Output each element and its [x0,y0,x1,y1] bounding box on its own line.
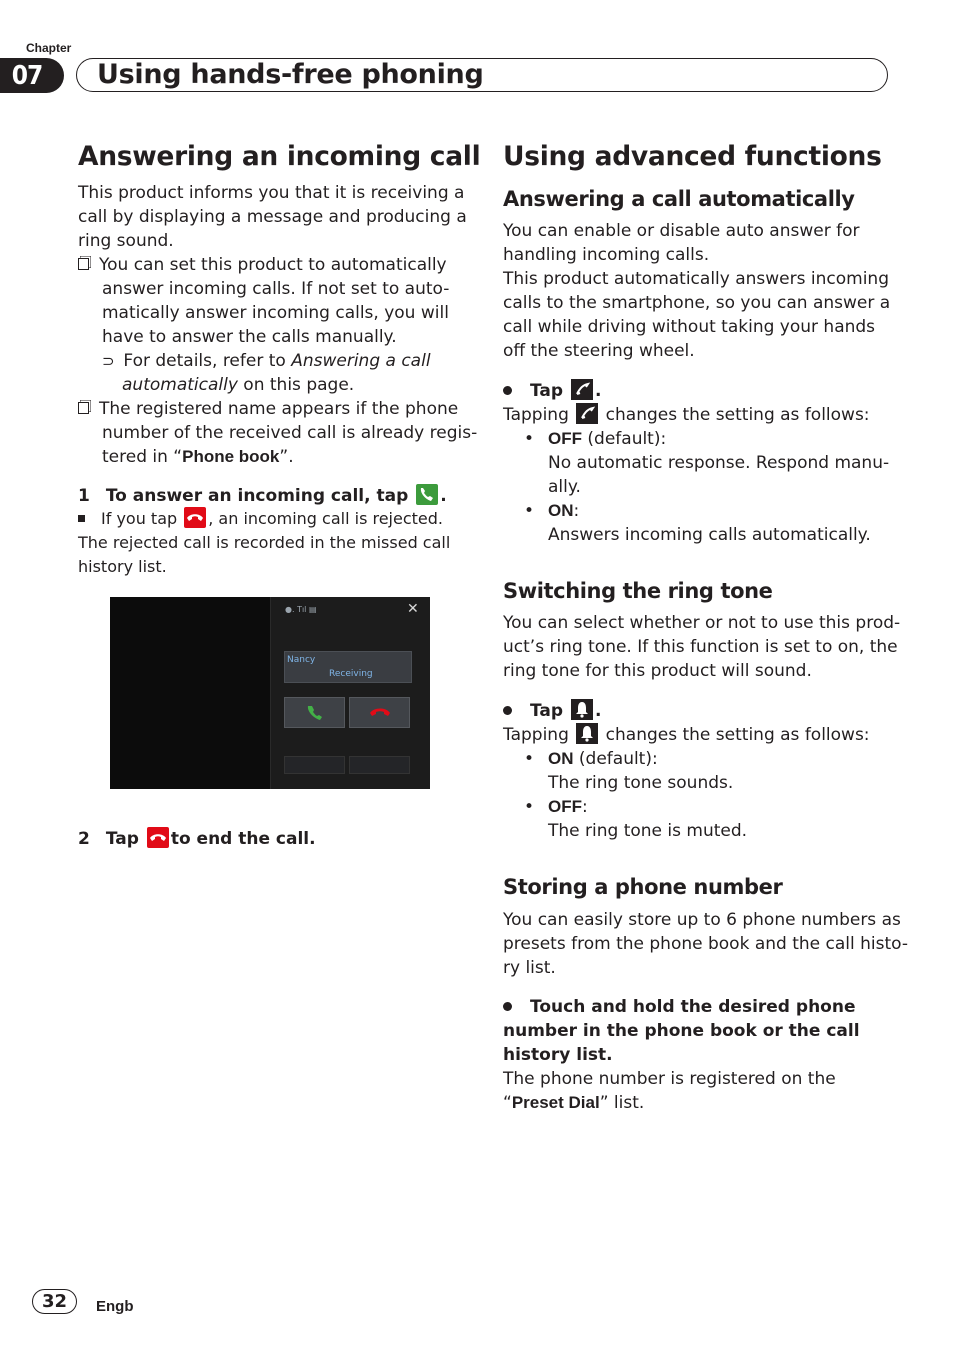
auto-answer-paragraph: You can enable or disable auto answer for handling incoming calls. This product automatically answers incoming calls to the smartphone, so you can answer a call while driving without taking your hands off the steering wheel. [503,221,891,361]
screenshot-background [110,597,270,789]
intro-paragraph: This product informs you that it is receiving a call by displaying a message and producing a ring sound. [78,183,467,251]
caller-name: Nancy [287,655,316,665]
ring-tone-paragraph: You can select whether or not to use this prod- uct’s ring tone. If this function is set to on, the ring tone for this product will sound. [503,613,901,681]
rejected-note: The rejected call is recorded in the missed call history list. [78,533,451,576]
end-call-icon[interactable] [147,827,169,848]
language-code: Engb [96,1298,134,1315]
tap-auto-answer: Tap . [503,379,601,403]
auto-answer-icon[interactable] [571,379,593,400]
reference-link-cont[interactable]: automatically [122,375,238,395]
step-1: 1 To answer an incoming call, tap . [78,486,447,506]
note-auto-answer: You can set this product to automatically answer incoming calls. If not set to auto- matically answer incoming calls, you will have to answer the calls manually. ⊃ For details, refer to Answering a call automatically on this page. [78,253,449,397]
mute-button[interactable] [349,756,410,774]
step-2: 2 Tap to end the call. [78,829,316,849]
reference-link[interactable]: Answering a call [291,351,431,371]
bell-icon [576,723,598,744]
call-status: Receiving [329,669,373,679]
reference-arrow-icon: ⊃ [102,352,115,370]
auto-answer-tapping: Tapping changes the setting as follows: [503,405,870,425]
page-number: 32 [32,1289,77,1314]
chapter-title: Using hands-free phoning [97,59,484,90]
auto-answer-icon [576,403,598,424]
reject-call-icon[interactable] [184,507,206,528]
close-icon[interactable]: ✕ [407,601,419,617]
tap-ring-tone: Tap . [503,699,601,723]
private-mode-button[interactable] [284,756,345,774]
checkbox-note-icon [78,402,89,414]
subheading-storing: Storing a phone number [503,875,783,899]
reject-call-button[interactable] [349,697,410,728]
ring-tone-tapping: Tapping changes the setting as follows: [503,725,870,745]
subheading-ring-tone: Switching the ring tone [503,579,773,603]
note-registered-name: The registered name appears if the phone number of the received call is already regis- tered in “Phone book”. [78,397,477,469]
storing-instruction: Touch and hold the desired phone number in the phone book or the call history list. [503,997,860,1065]
answer-call-button[interactable] [284,697,345,728]
answer-call-icon[interactable] [416,484,438,505]
storing-result: The phone number is registered on the “Preset Dial” list. [503,1069,836,1113]
chapter-label: Chapter [26,41,72,55]
section-heading-advanced: Using advanced functions [503,141,882,172]
ring-tone-options: • ON (default): The ring tone sounds. • OFF: The ring tone is muted. [524,749,748,841]
auto-answer-options: • OFF (default): No automatic response. Respond manu- ally. • ON: Answers incoming calls automatically. [524,429,890,545]
section-heading-answering: Answering an incoming call [78,141,481,172]
incoming-call-screenshot [110,597,430,789]
bell-icon[interactable] [571,699,593,720]
chapter-number: 07 [0,58,64,93]
subheading-auto-answer: Answering a call automatically [503,187,855,211]
status-bar-icons: ●. Tıl ▤ [285,605,317,614]
caller-box [284,651,412,683]
call-panel [270,597,430,789]
reject-note: If you tap , an incoming call is rejected. [78,507,443,531]
checkbox-note-icon [78,258,89,270]
storing-paragraph: You can easily store up to 6 phone numbers as presets from the phone book and the call histo- ry list. [503,910,908,978]
